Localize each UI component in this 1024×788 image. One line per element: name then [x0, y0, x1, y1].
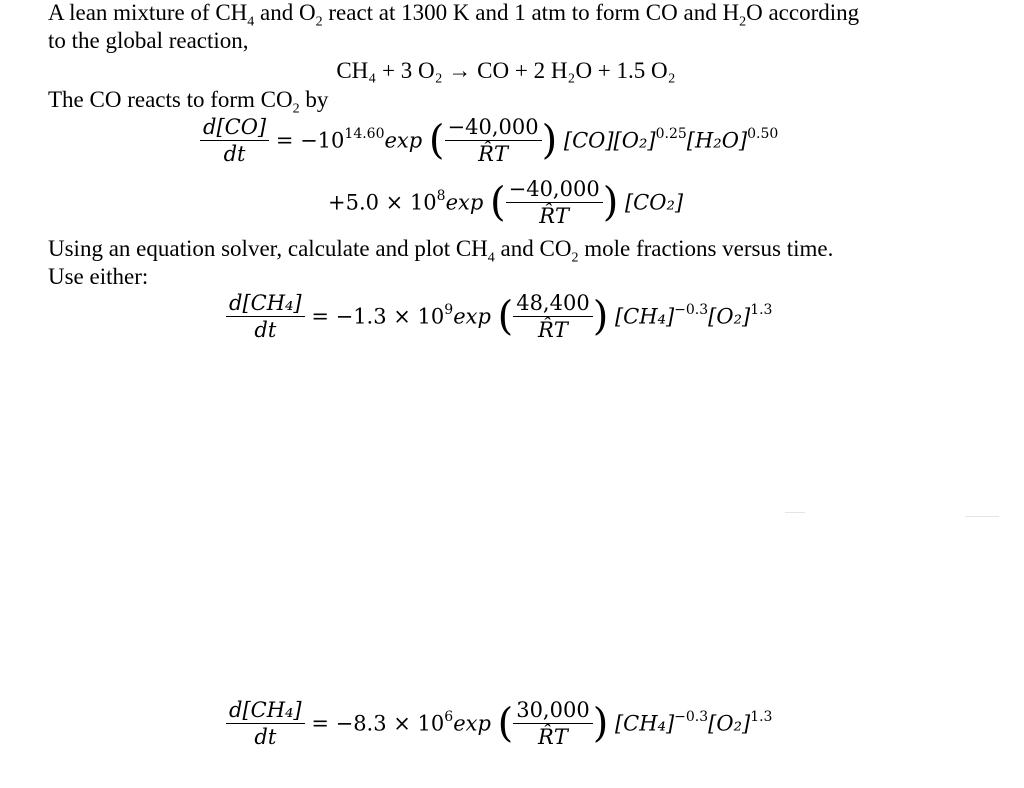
ch4-rate-equation-a: $\frac{\text{d[CH₄]}}{dt}$ = $-1.3 \times 10^9\exp$ ( $\frac{48,400}{R̂T}$ ) $[CH_4]^{-0.3}[O_2]^{1.3}$ [226, 290, 772, 343]
ch4-a-arrhenius-fraction: $\frac{48,400}{R̂T}$ [513, 290, 592, 343]
intro-line-1: A lean mixture of $CH_4$ and $O_2$ react at 1300 K and 1 atm to form CO and $H_2O$ according [48, 0, 860, 30]
instructions-line-1: Using an equation solver, calculate and plot $CH_4$ and $CO_2$ mole fractions versus time. [48, 236, 834, 266]
co-rate-lhs-fraction: $\frac{d[CO]}{dt}$ [200, 114, 269, 167]
scan-artifact-line [965, 516, 999, 517]
co-intro-line: The CO reacts to form $CO_2$ by [48, 87, 329, 117]
instructions-line-2: Use either: [48, 264, 149, 289]
co-rate-equation-line-1: $\frac{d[CO]}{dt}$ = $-10^{14.60}\exp$ ( $\frac{-40,000}{R̂T}$ ) $[CO][O_2]^{0.25}[H_2O]^{0.50}$ [200, 114, 778, 167]
co-rate-arrhenius-fraction: $\frac{-40,000}{R̂T}$ [445, 114, 542, 167]
ch4-b-lhs-fraction: $\frac{\text{d[CH₄]}}{dt}$ [226, 697, 305, 750]
ch4-a-lhs-fraction: $\frac{\text{d[CH₄]}}{dt}$ [226, 290, 305, 343]
ch4-b-arrhenius-fraction: $\frac{30,000}{R̂T}$ [513, 697, 592, 750]
global-reaction: CH₄ + 3 O₂ → CO + 2 H₂O + 1.5 O₂ [336, 58, 676, 83]
co-rate-equation-line-2: $+5.0 \times 10^8\exp$ ( $\frac{-40,000}{R̂T}$ ) [CO₂] [328, 177, 684, 228]
scan-artifact-line [785, 512, 805, 513]
co-rate-reverse-fraction: $\frac{-40,000}{R̂T}$ [506, 176, 603, 229]
ch4-rate-equation-b: $\frac{\text{d[CH₄]}}{dt}$ = $-8.3 \times 10^6\exp$ ( $\frac{30,000}{R̂T}$ ) $[CH_4]^{-0.3}[O_2]^{1.3}$ [226, 697, 772, 750]
intro-line-2: to the global reaction, [48, 28, 249, 53]
